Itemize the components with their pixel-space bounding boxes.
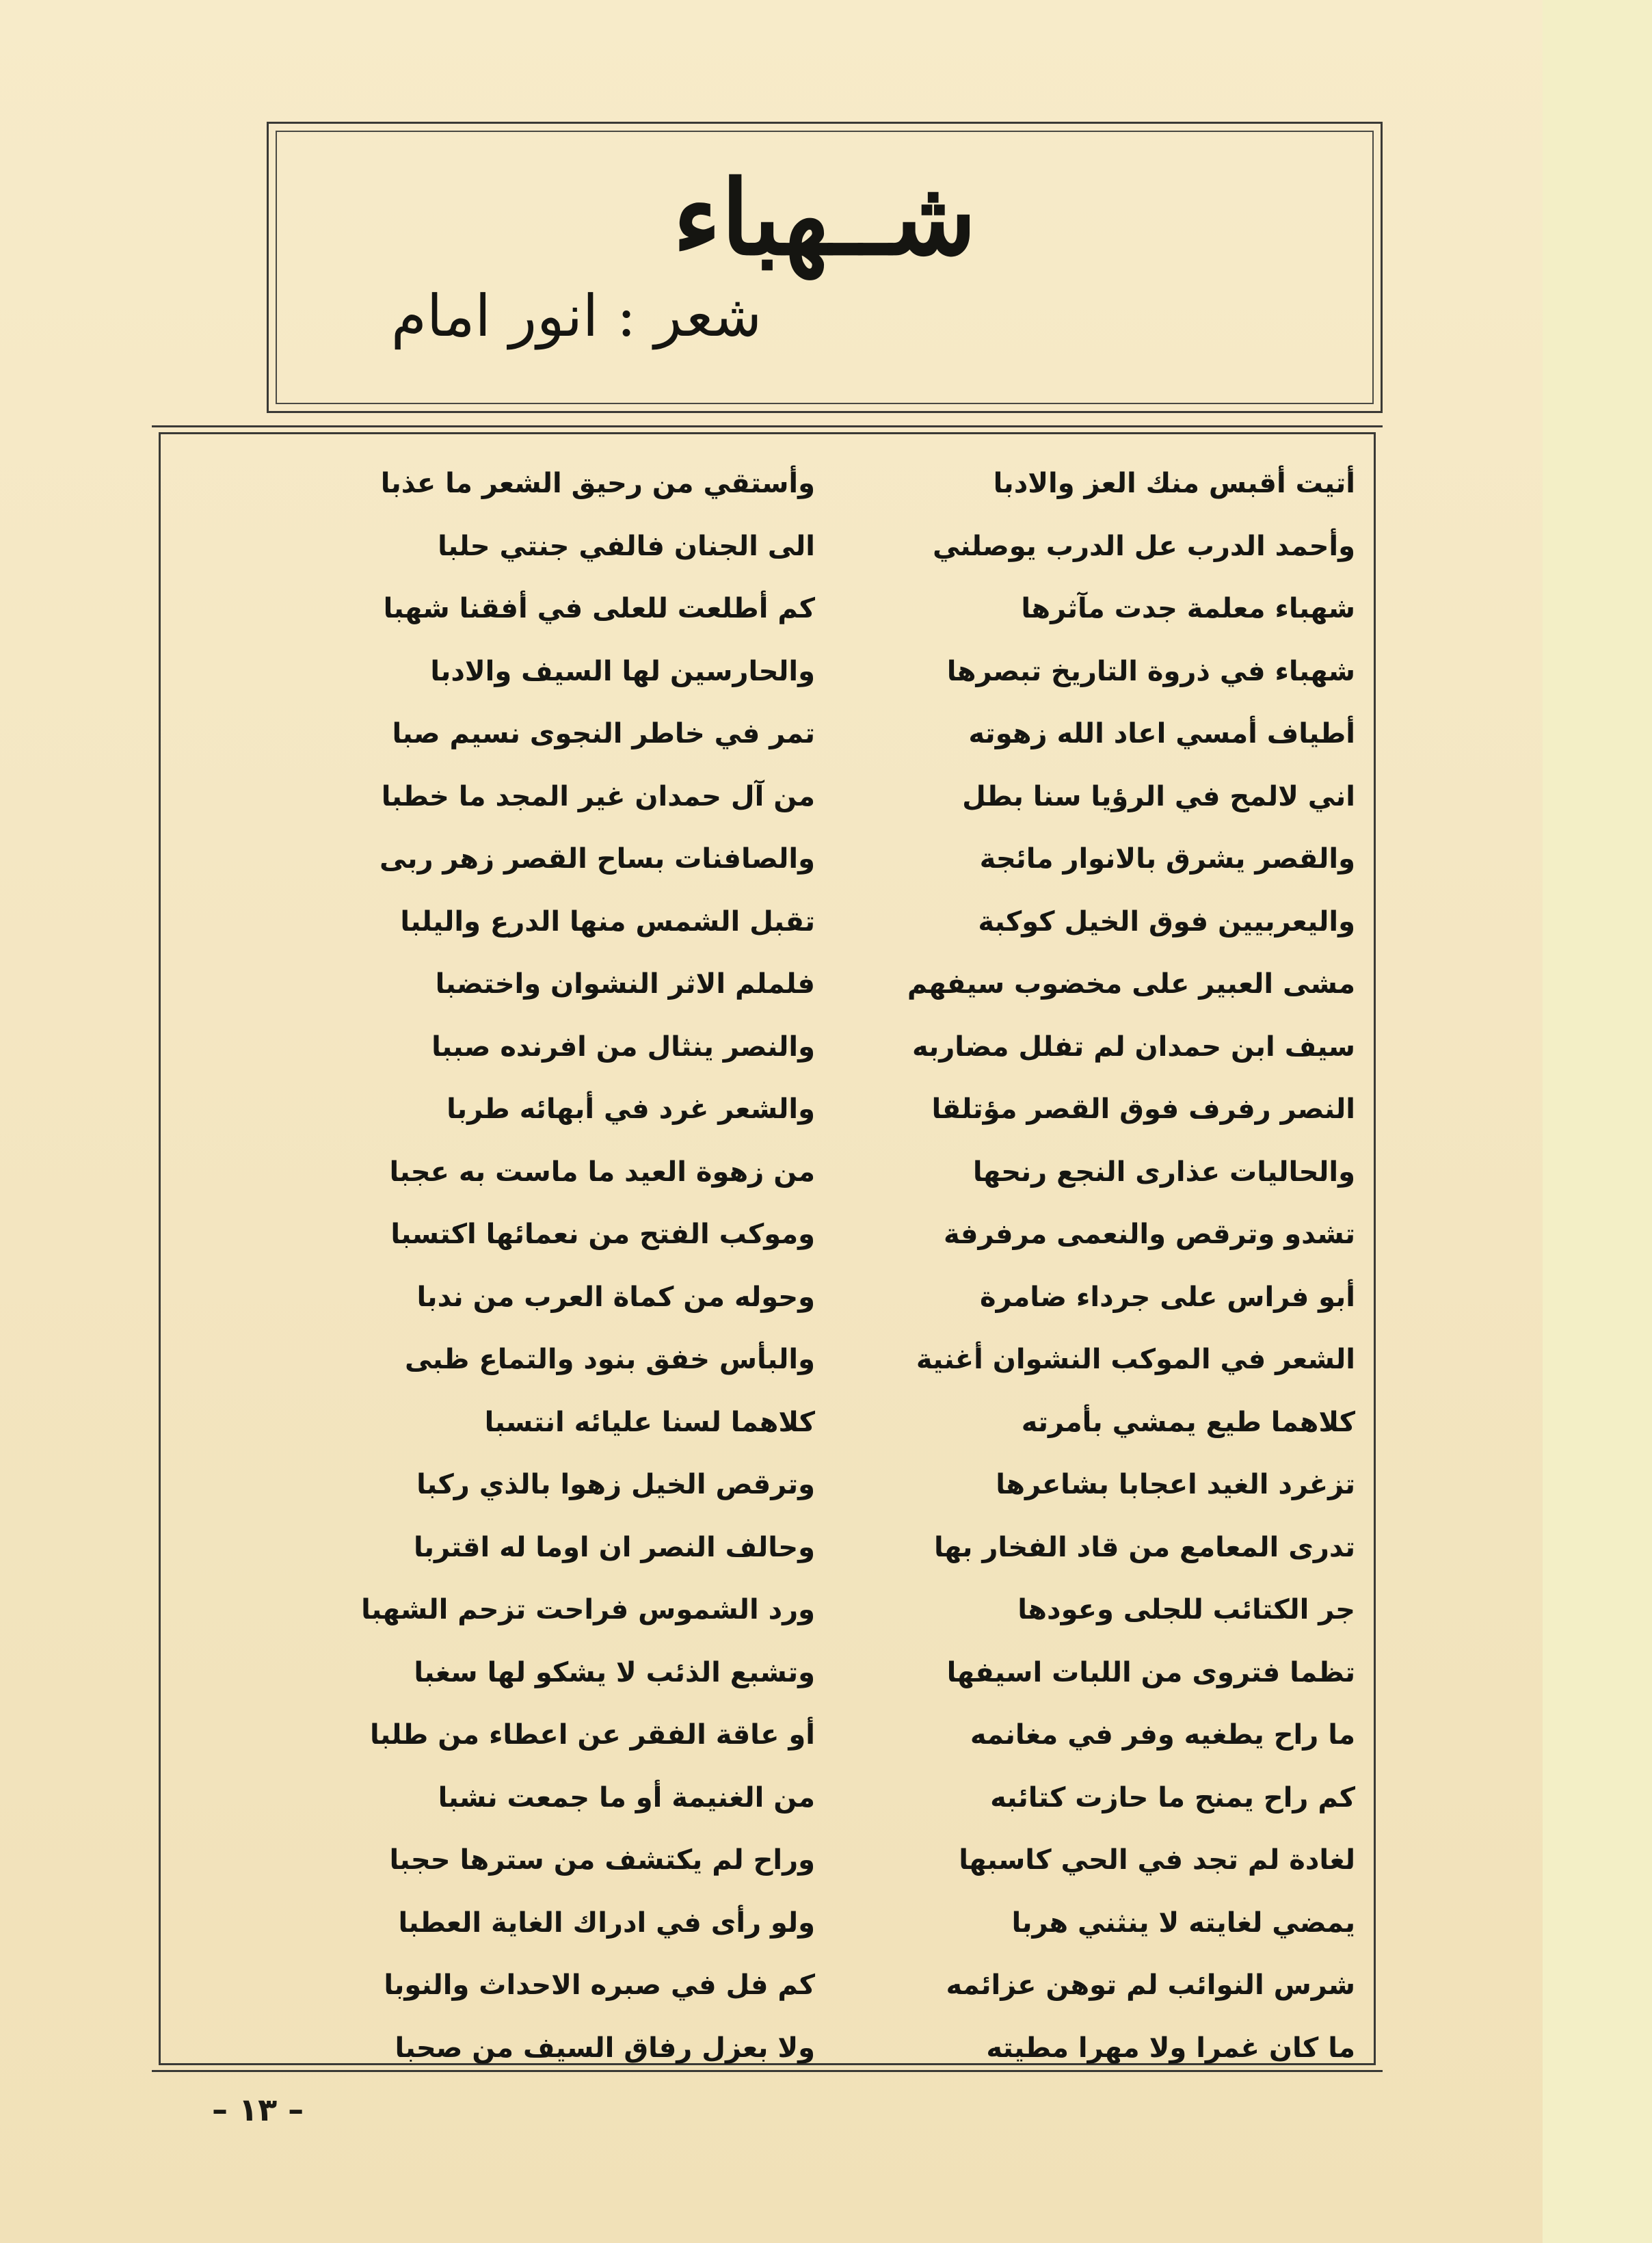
- verse-line: أو عاقة الفقر عن اعطاء من طلبا: [369, 1719, 815, 1751]
- poem-frame-right-rule: [1374, 432, 1376, 2064]
- verse-line: ورد الشموس فراحت تزحم الشهبا: [361, 1594, 815, 1625]
- verse-line: كلاهما طيع يمشي بأمرته: [1021, 1406, 1355, 1438]
- verse-line: والقصر يشرق بالانوار مائجة: [979, 843, 1355, 875]
- verse-line: ما كان غمرا ولا مهرا مطيته: [986, 2032, 1355, 2064]
- verse-line: تظما فتروى من اللبات اسيفها: [946, 1656, 1355, 1688]
- verse-line: ولو رأى في ادراك الغاية العطبا: [398, 1907, 815, 1939]
- verse-line: وأحمد الدرب عل الدرب يوصلني: [932, 530, 1355, 562]
- page-number: – ١٣ –: [212, 2091, 304, 2128]
- verse-line: واليعربيين فوق الخيل كوكبة: [978, 905, 1355, 938]
- verse-line: وموكب الفتح من نعمائها اكتسبا: [390, 1219, 815, 1250]
- verse-line: تزغرد الغيد اعجابا بشاعرها: [996, 1469, 1355, 1500]
- verse-line: وأستقي من رحيق الشعر ما عذبا: [380, 468, 815, 499]
- verse-line: من زهوة العيد ما ماست به عجبا: [389, 1156, 815, 1188]
- verse-line: شرس النوائب لم توهن عزائمه: [946, 1969, 1355, 2001]
- verse-line: كلاهما لسنا عليائه انتسبا: [484, 1406, 815, 1438]
- verse-line: والحارسين لها السيف والادبا: [430, 655, 815, 687]
- verse-line: تقبل الشمس منها الدرع واليلبا: [400, 905, 815, 938]
- verse-line: والشعر غرد في أبهائه طربا: [447, 1093, 815, 1125]
- verse-line: والنصر ينثال من افرنده صببا: [431, 1031, 815, 1063]
- poem-frame: [152, 425, 1383, 2072]
- verse-line: أبو فراس على جرداء ضامرة: [980, 1281, 1355, 1313]
- poem-frame-top-inner-rule: [159, 432, 1376, 434]
- verse-line: من آل حمدان غير المجد ما خطبا: [381, 780, 815, 812]
- verse-line: من الغنيمة أو ما جمعت نشبا: [438, 1781, 815, 1814]
- poem-column-right: [822, 453, 1355, 2080]
- verse-line: والبأس خفق بنود والتماع ظبى: [404, 1344, 815, 1375]
- verse-line: أتيت أقبس منك العز والادبا: [993, 468, 1355, 499]
- verse-line: والحاليات عذارى النجع رنحها: [972, 1156, 1355, 1188]
- verse-line: النصر رفرف فوق القصر مؤتلقا: [931, 1093, 1355, 1125]
- verse-line: الشعر في الموكب النشوان أغنية: [916, 1344, 1355, 1375]
- poem-column-left: [254, 453, 815, 2080]
- verse-line: تدرى المعامع من قاد الفخار بها: [933, 1531, 1355, 1563]
- scan-margin: [1543, 0, 1652, 2243]
- verse-line: لغادة لم تجد في الحي كاسبها: [959, 1844, 1355, 1876]
- verse-line: وحوله من كماة العرب من ندبا: [416, 1281, 815, 1313]
- verse-line: كم راح يمنح ما حازت كتائبه: [990, 1781, 1355, 1814]
- verse-line: جر الكتائب للجلى وعودها: [1017, 1594, 1355, 1625]
- verse-line: شهباء في ذروة التاريخ تبصرها: [946, 655, 1355, 687]
- verse-line: ما راح يطغيه وفر في مغانمه: [970, 1719, 1355, 1751]
- verse-line: تشدو وترقص والنعمى مرفرفة: [944, 1219, 1355, 1250]
- verse-line: مشى العبير على مخضوب سيفهم: [907, 968, 1355, 1000]
- verse-line: سيف ابن حمدان لم تفلل مضاربه: [912, 1031, 1355, 1063]
- verse-line: وراح لم يكتشف من سترها حجبا: [389, 1844, 815, 1876]
- verse-line: فلملم الاثر النشوان واختضبا: [435, 968, 815, 1000]
- verse-line: اني لالمح في الرؤيا سنا بطل: [962, 780, 1355, 812]
- verse-line: شهباء معلمة جدت مآثرها: [1021, 593, 1355, 624]
- verse-line: الى الجنان فالفي جنتي حلبا: [438, 530, 815, 562]
- verse-line: يمضي لغايته لا ينثني هربا: [1011, 1907, 1355, 1939]
- verse-line: تمر في خاطر النجوى نسيم صبا: [392, 718, 815, 749]
- verse-line: أطياف أمسي اعاد الله زهوته: [968, 718, 1355, 749]
- title-frame: [267, 122, 1383, 413]
- verse-line: وتشبع الذئب لا يشكو لها سغبا: [414, 1656, 815, 1688]
- verse-line: كم فل في صبره الاحداث والنوبا: [384, 1969, 815, 2001]
- poem-byline: شعر : انور امام: [390, 282, 762, 349]
- poem-title: شــهباء: [672, 158, 977, 278]
- verse-line: ولا بعزل رفاق السيف من صحبا: [395, 2032, 815, 2064]
- verse-line: وحالف النصر ان اوما له اقتربا: [414, 1531, 815, 1563]
- verse-line: وترقص الخيل زهوا بالذي ركبا: [416, 1469, 815, 1500]
- poem-frame-left-rule: [159, 432, 161, 2064]
- poem-frame-top-rule: [152, 425, 1383, 427]
- verse-line: والصافنات بساح القصر زهر ربى: [379, 843, 815, 875]
- verse-line: كم أطلعت للعلى في أفقنا شهبا: [383, 593, 815, 624]
